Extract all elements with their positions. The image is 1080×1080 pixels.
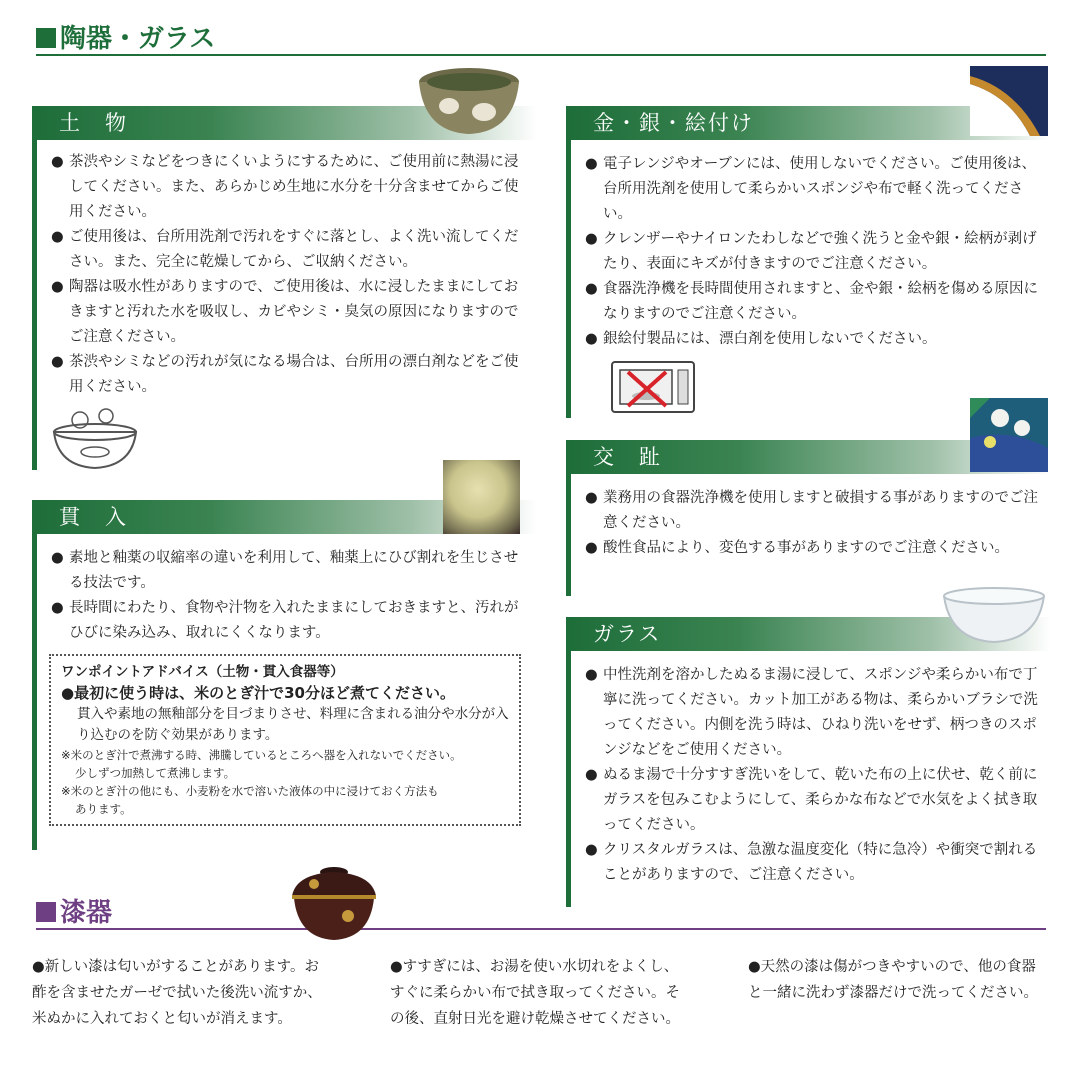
crackle-list <box>37 534 531 646</box>
advice-note: ※米のとぎ汁の他にも、小麦粉を水で溶いた液体の中に浸けておく方法も <box>61 784 439 798</box>
list-item: ● 茶渋やシミなどの汚れが気になる場合は、台所用の漂白剤などをご使用ください。 <box>51 350 531 400</box>
crackle-plate-photo <box>443 460 520 534</box>
bowl-soaking-icon <box>50 408 140 470</box>
list-item: ● 素地と釉薬の収縮率の違いを利用して、釉薬上にひび割れを生じさせる技法です。 <box>51 546 531 596</box>
lacquer-section-title: 漆器 <box>36 892 112 929</box>
kochi-list <box>571 474 1047 561</box>
advice-sub: 貫入や素地の無釉部分を目づまりさせ、料理に含まれる油分や水分が入り込むのを防ぐ効果があります。 <box>77 706 509 743</box>
list-item: ● 電子レンジやオーブンには、使用しないでください。ご使用後は、台所用洗剤を使用して柔らかいスポンジや布で軽く洗ってください。 <box>585 152 1047 227</box>
lacquer-bowl-photo <box>286 862 382 942</box>
lacquer-note-1: ●新しい漆は匂いがすることがあります。お酢を含ませたガーゼで拭いた後洗い流すか、米ぬかに入れておくと匂いが消えます。 <box>32 959 322 1027</box>
advice-note: 少しずつ加熱して煮沸します。 <box>75 766 236 780</box>
list-item: ● ぬるま湯で十分すすぎ洗いをして、乾いた布の上に伏せ、乾く前にガラスを包みこむようにして、柔らかな布などで水気をよく拭き取ってください。 <box>585 763 1047 838</box>
list-item: ● 茶渋やシミなどをつきにくいようにするために、ご使用前に熱湯に浸してください。また、あらかじめ生地に水分を十分含ませてからご使用ください。 <box>51 150 531 225</box>
title-divider <box>36 54 1046 56</box>
advice-note: あります。 <box>75 802 132 816</box>
ceramics-section-title: 陶器・ガラス <box>36 18 215 55</box>
lacquer-divider <box>36 928 1046 930</box>
purple-square-icon <box>36 902 56 922</box>
green-square-icon <box>36 28 56 48</box>
advice-lead: ●最初に使う時は、米のとぎ汁で30分ほど煮てください。 <box>61 684 455 702</box>
no-microwave-icon <box>610 358 696 416</box>
glass-list <box>571 651 1047 888</box>
crackle-box <box>32 500 537 850</box>
lacquer-note-2: ●すすぎには、お湯を使い水切れをよくし、すぐに柔らかい布で拭き取ってください。その後、直射日光を避け乾燥させてください。 <box>390 959 680 1027</box>
advice-title: ワンポイントアドバイス（土物・貫入食器等） <box>61 664 344 680</box>
lacquer-note-3: ●天然の漆は傷がつきやすいので、他の食器と一緒に洗わず漆器だけで洗ってください。 <box>748 959 1038 1001</box>
list-item: ● 銀絵付製品には、漂白剤を使用しないでください。 <box>585 327 1047 352</box>
list-item: ● クリスタルガラスは、急激な温度変化（特に急冷）や衝突で割れることがありますので、ご注意ください。 <box>585 838 1047 888</box>
glass-heading: ガラス <box>571 617 1051 651</box>
gold-list <box>571 140 1047 352</box>
list-item: ● クレンザーやナイロンたわしなどで強く洗うと金や銀・絵柄が剥げたり、表面にキズが付きますのでご注意ください。 <box>585 227 1047 277</box>
kochi-heading: 交 趾 <box>571 440 1051 474</box>
list-item: ● 陶器は吸水性がありますので、ご使用後は、水に浸したままにしておきますと汚れた水を吸収し、カビやシミ・臭気の原因になりますのでご注意ください。 <box>51 275 531 350</box>
earthenware-bowl-photo <box>414 64 524 136</box>
list-item: ● ご使用後は、台所用洗剤で汚れをすぐに落とし、よく洗い流してください。また、完全に乾燥してから、ご収納ください。 <box>51 225 531 275</box>
list-item: ● 食器洗浄機を長時間使用されますと、金や銀・絵柄を傷める原因になりますのでご注意ください。 <box>585 277 1047 327</box>
glass-box <box>566 617 1051 907</box>
advice-box <box>49 654 521 826</box>
list-item: ● 業務用の食器洗浄機を使用しますと破損する事がありますのでご注意ください。 <box>585 486 1047 536</box>
list-item: ● 長時間にわたり、食物や汁物を入れたままにしておきますと、汚れがひびに染み込み、取れにくくなります。 <box>51 596 531 646</box>
kochi-plate-photo <box>970 398 1048 472</box>
earthenware-heading: 土 物 <box>37 106 537 140</box>
gold-plate-photo <box>970 66 1048 136</box>
glass-bowl-photo <box>940 586 1048 644</box>
list-item: ● 酸性食品により、変色する事がありますのでご注意ください。 <box>585 536 1047 561</box>
gold-heading: 金・銀・絵付け <box>571 106 1051 140</box>
list-item: ● 中性洗剤を溶かしたぬるま湯に浸して、スポンジや柔らかい布で丁寧に洗ってください。カット加工がある物は、柔らかいブラシで洗ってください。内側を洗う時は、ひねり洗いをせず、柄つきのスポンジなどをご使用ください。 <box>585 663 1047 763</box>
earthenware-list <box>37 140 531 400</box>
advice-note: ※米のとぎ汁で煮沸する時、沸騰しているところへ器を入れないでください。 <box>61 748 462 762</box>
crackle-heading: 貫 入 <box>37 500 537 534</box>
